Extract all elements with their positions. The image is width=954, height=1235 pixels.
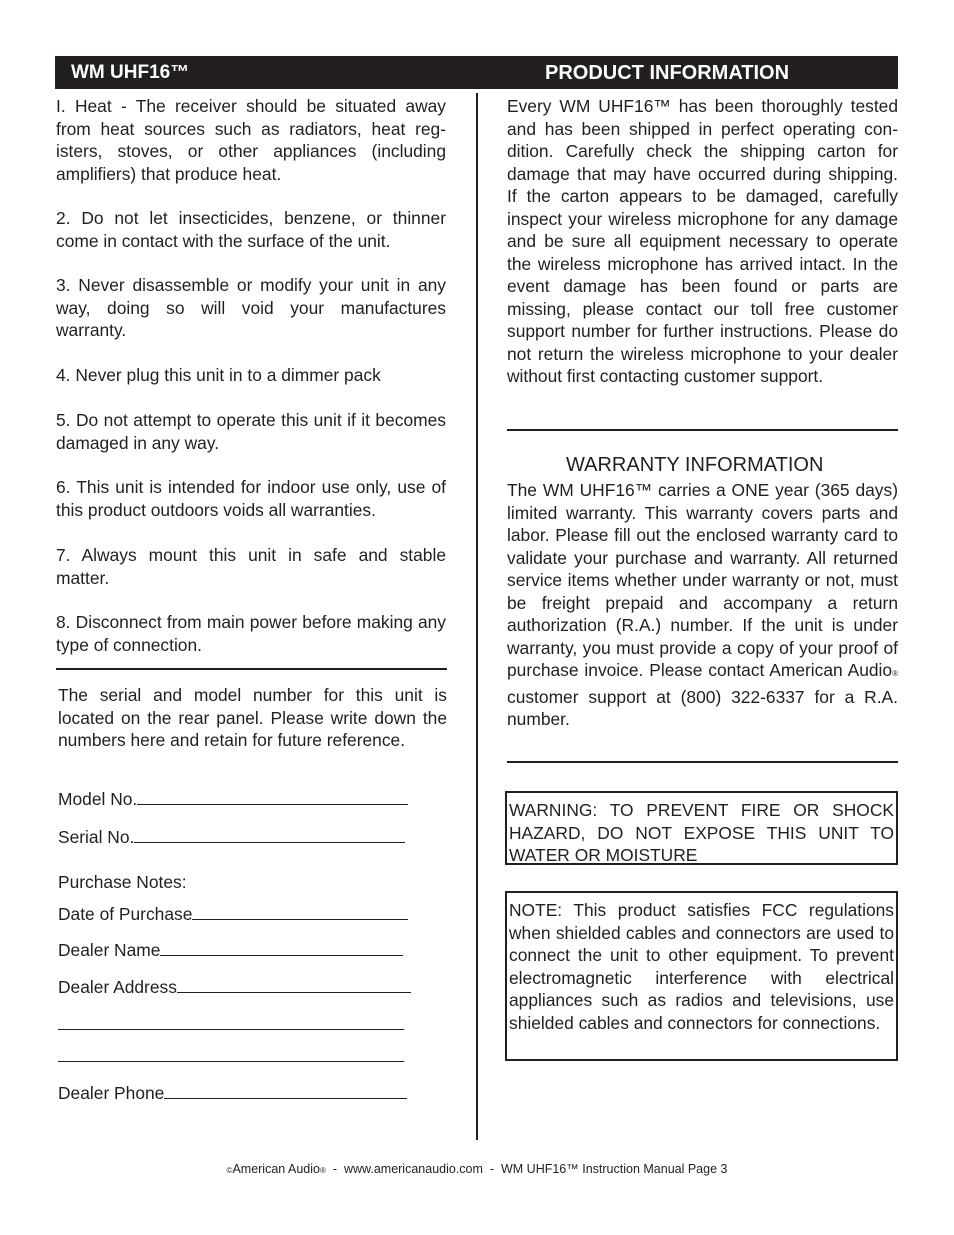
warranty-text-main: The WM UHF16™ carries a ONE year (365 days) limited warranty. This warranty covers parts and labor. Please fill out the enclosed warranty card to validate your purchase and warranty. All returned service items whether under warranty or not, must be freight prepaid and accompany a return authorization (R.A.) number. If the unit is under warranty, you must provide a copy of your proof of purchase invoice. Please contact American Audio (507, 480, 898, 680)
date-of-purchase-label: Date of Purchase (58, 904, 193, 924)
dealer-address-label: Dealer Address (58, 977, 177, 997)
serial-number-field[interactable] (58, 826, 405, 848)
column-divider (476, 93, 478, 1140)
left-section-divider (56, 668, 447, 670)
dealer-address-field[interactable] (58, 976, 411, 998)
dealer-address-blank[interactable] (177, 978, 411, 993)
footer-page-label: WM UHF16™ Instruction Manual Page 3 (500, 1162, 728, 1176)
dealer-phone-field[interactable] (58, 1082, 407, 1104)
date-of-purchase-blank[interactable] (192, 905, 408, 920)
model-number-field[interactable] (58, 788, 408, 810)
safety-item-8: 8. Disconnect from main power before making any type of connection. (56, 612, 446, 655)
safety-item-1: I. Heat - The receiver should be situated away from heat sources such as radiators, heat registers, stoves, or other appliances (including amplifiers) that produce heat. (56, 96, 446, 184)
safety-item-3: 3. Never disassemble or modify your unit in any way, doing so will void your manufactures warranty. (56, 275, 446, 340)
section-header-bar (55, 56, 898, 89)
safety-item-6: 6. This unit is intended for indoor use only, use of this product outdoors voids all warranties. (56, 477, 446, 520)
dealer-address-line-2[interactable] (58, 1029, 404, 1030)
warning-text: WARNING: TO PREVENT FIRE OR SHOCK HAZARD, DO NOT EXPOSE THIS UNIT TO WATER OR MOISTURE (509, 800, 894, 865)
product-model-title: WM UHF16™ (71, 62, 190, 83)
safety-item-2: 2. Do not let insecticides, benzene, or thinner come in contact with the surface of the unit. (56, 208, 446, 251)
serial-number-label: Serial No. (58, 827, 135, 847)
safety-item-5: 5. Do not attempt to operate this unit if it becomes damaged in any way. (56, 410, 446, 453)
footer-separator-2: - (482, 1162, 501, 1176)
serial-number-blank[interactable] (134, 828, 405, 843)
dealer-phone-label: Dealer Phone (58, 1083, 165, 1103)
footer-registered-mark: ® (320, 1166, 326, 1175)
registered-mark: ® (892, 669, 898, 678)
warranty-text-contact: customer support at (800) 322-6337 for a R.A. number. (507, 686, 898, 729)
dealer-name-field[interactable] (58, 939, 403, 961)
safety-item-4: 4. Never plug this unit in to a dimmer pack (56, 365, 381, 385)
dealer-phone-blank[interactable] (164, 1084, 407, 1099)
warning-box (505, 791, 898, 865)
warranty-information-text (507, 479, 898, 731)
fcc-note-text: NOTE: This product satisfies FCC regulations when shielded cables and connectors are used to connect the unit to other equipment. To prevent electromagnetic interference with electrical appliances such as radios and televisions, use shielded cables and connectors for connections. (509, 900, 894, 1033)
model-number-label: Model No. (58, 789, 138, 809)
section-title-product-information: PRODUCT INFORMATION (545, 62, 790, 84)
footer-separator-1: - (325, 1162, 344, 1176)
right-section-divider-1 (507, 429, 898, 431)
safety-item-7: 7. Always mount this unit in safe and stable matter. (56, 545, 446, 588)
fcc-note-box (505, 891, 898, 1061)
page-footer (0, 1162, 954, 1176)
copyright-mark: © (226, 1166, 233, 1175)
footer-brand: American Audio (232, 1162, 320, 1176)
right-section-divider-2 (507, 761, 898, 763)
footer-url[interactable]: www.americanaudio.com (343, 1162, 483, 1176)
model-number-blank[interactable] (137, 790, 408, 805)
dealer-name-label: Dealer Name (58, 940, 161, 960)
serial-number-intro: The serial and model number for this unit is located on the rear panel. Please write down the numbers here and retain for future reference. (58, 685, 447, 750)
product-information-text: Every WM UHF16™ has been thoroughly tested and has been shipped in perfect operating condition. Carefully check the shipping carton for damage that may have occurred during shipping. If the carton appears to be damaged, carefully inspect your wireless microphone for any damage and be sure all equipment necessary to operate the wireless microphone has arrived intact. In the event damage has been found or parts are missing, please contact our toll free customer support number for further instructions. Please do not return the wireless microphone to your dealer without first contacting customer support. (507, 96, 898, 386)
purchase-notes-label: Purchase Notes: (58, 872, 187, 892)
dealer-name-blank[interactable] (160, 941, 403, 956)
dealer-address-line-3[interactable] (58, 1061, 404, 1062)
date-of-purchase-field[interactable] (58, 903, 408, 925)
warranty-information-title: WARRANTY INFORMATION (566, 454, 824, 476)
